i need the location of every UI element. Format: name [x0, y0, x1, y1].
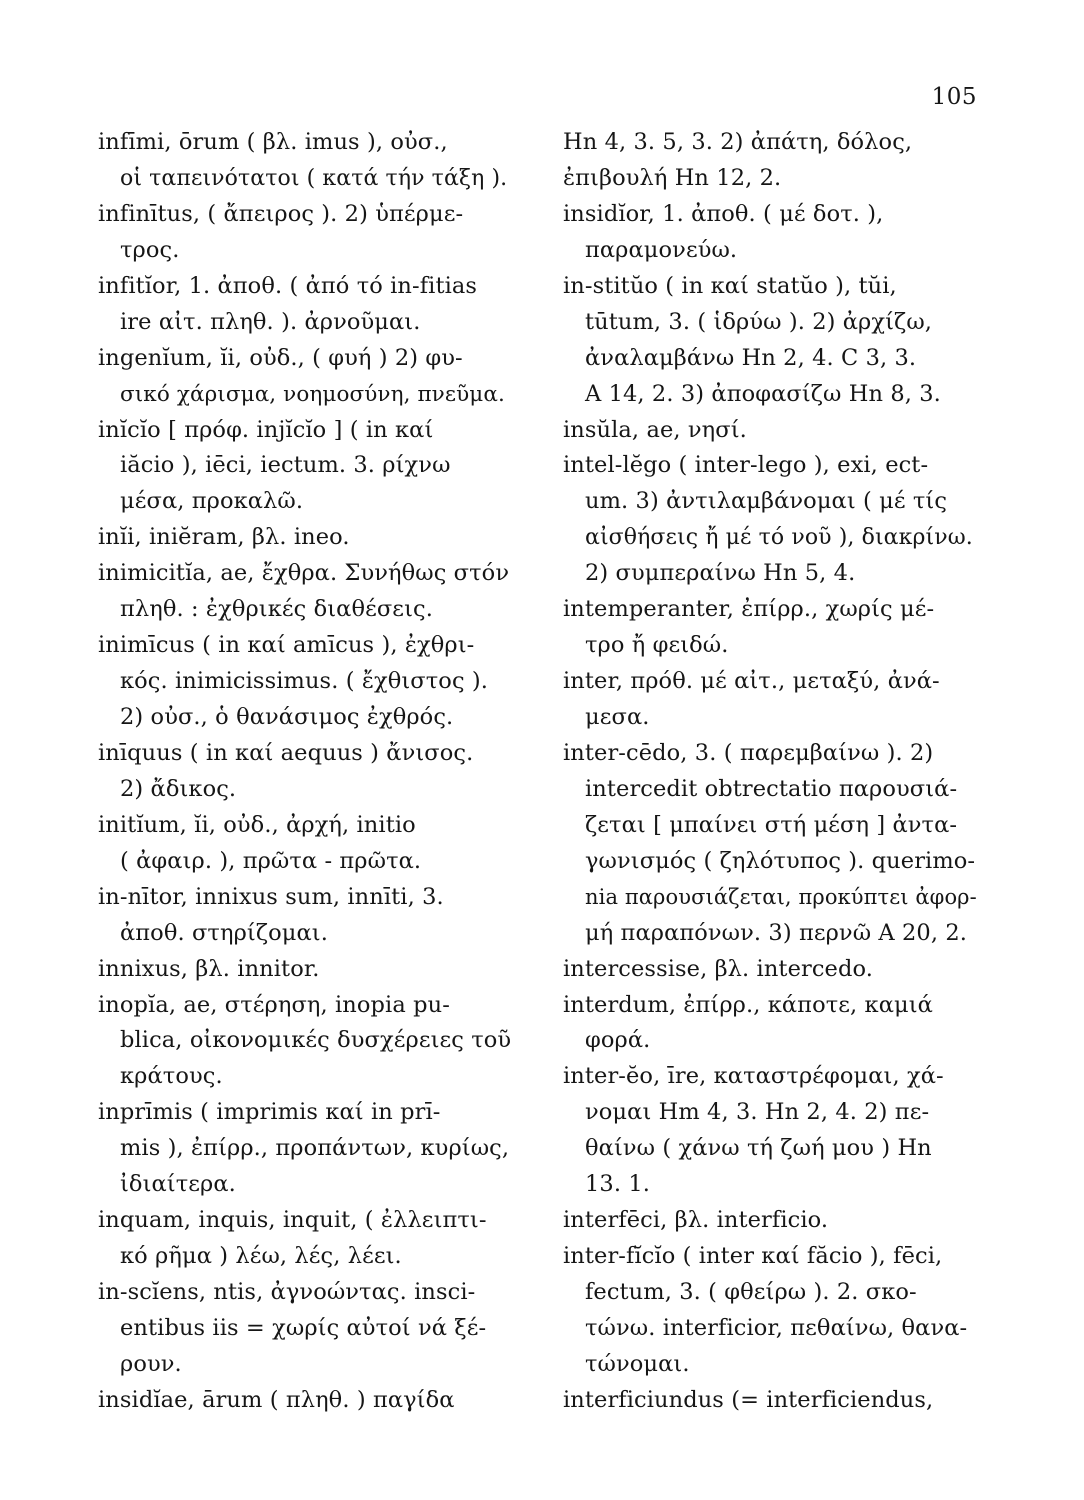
right-column-line: inter-cēdo, 3. ( παρεμβαίνω ). 2): [563, 739, 934, 766]
right-column-line: νομαι Hm 4, 3. Hn 2, 4. 2) πε-: [585, 1099, 930, 1126]
right-column-line: intercessise, βλ. intercedo.: [563, 955, 873, 982]
right-column-line: φορά.: [585, 1027, 651, 1054]
right-column-line: θαίνω ( χάνω τή ζωή μου ) Hn: [585, 1135, 932, 1162]
right-column-line: intemperanter, ἐπίρρ., χωρίς μέ-: [563, 596, 935, 623]
right-column-line: ζεται [ μπαίνει στή μέση ] ἀντα-: [585, 811, 958, 838]
left-column-line: inprīmis ( imprimis καί in prī-: [98, 1099, 441, 1126]
left-column-line: ἰδιαίτερα.: [120, 1171, 236, 1198]
page-number: 105: [931, 84, 977, 110]
left-column-line: ingenĭum, ĭi, οὐδ., ( φυή ) 2) φυ-: [98, 344, 463, 371]
right-column-line: 13. 1.: [585, 1171, 651, 1198]
right-column-line: γωνισμός ( ζηλότυπος ). querimo-: [585, 847, 976, 874]
right-column-line: τώνομαι.: [585, 1350, 690, 1377]
left-column-line: mis ), ἐπίρρ., προπάντων, κυρίως,: [120, 1135, 510, 1162]
right-column-line: Hn 4, 3. 5, 3. 2) ἀπάτη, δόλος,: [563, 129, 913, 155]
right-column-line: um. 3) ἀντιλαμβάνομαι ( μέ τίς: [585, 488, 948, 515]
right-column-line: A 14, 2. 3) ἀποφασίζω Hn 8, 3.: [585, 380, 941, 407]
left-column-line: πληθ. : ἐχθρικές διαθέσεις.: [120, 596, 433, 623]
right-column-line: 2) συμπεραίνω Hn 5, 4.: [585, 560, 856, 587]
left-column-line: inĭi, iniĕram, βλ. ineo.: [98, 524, 350, 551]
left-column-line: inīquus ( in καί aequus ) ἄνισος.: [98, 739, 474, 766]
left-column-line: ἀποθ. στηρίζομαι.: [120, 919, 328, 946]
right-column-line: nia παρουσιάζεται, προκύπτει ἀφορ-: [585, 884, 977, 909]
left-column-line: infitĭor, 1. ἀποθ. ( ἀπό τό in-fitias: [98, 272, 478, 299]
right-column-line: μή παραπόνων. 3) περνῶ A 20, 2.: [585, 919, 967, 946]
left-column-line: ( ἀφαιρ. ), πρῶτα - πρῶτα.: [120, 847, 422, 874]
right-column-line: αἰσθήσεις ἤ μέ τό νοῦ ), διακρίνω.: [585, 525, 973, 551]
right-column: [563, 125, 1003, 1419]
left-column-line: blica, οἰκονομικές δυσχέρειες τοῦ: [120, 1027, 512, 1054]
left-column-line: 2) οὐσ., ὁ θανάσιμος ἐχθρός.: [120, 704, 454, 730]
left-column-line: entibus iis = χωρίς αὐτοί νά ξέ-: [120, 1314, 487, 1341]
left-column-line: infīmi, ōrum ( βλ. imus ), οὐσ.,: [98, 129, 448, 155]
left-column-line: κό ρῆμα ) λέω, λές, λέει.: [120, 1243, 402, 1270]
left-column-line: in-scĭens, ntis, ἀγνοώντας. insci-: [98, 1279, 476, 1305]
left-column: [98, 125, 534, 1419]
left-column-line: inimīcus ( in καί amīcus ), ἐχθρι-: [98, 632, 475, 659]
left-column-line: κράτους.: [120, 1063, 223, 1090]
left-column-line: initĭum, ĭi, οὐδ., ἀρχή, initio: [98, 811, 416, 838]
right-column-line: ἐπιβουλή Hn 12, 2.: [563, 164, 782, 191]
right-column-line: intel-lĕgo ( inter-lego ), exi, ect-: [563, 452, 929, 479]
right-column-line: interdum, ἐπίρρ., κάποτε, καμιά: [563, 991, 933, 1018]
right-column-line: tūtum, 3. ( ἱδρύω ). 2) ἀρχίζω,: [585, 308, 933, 335]
left-column-line: οἱ ταπεινότατοι ( κατά τήν τάξη ).: [120, 165, 508, 191]
right-column-line: insŭla, ae, νησί.: [563, 416, 747, 443]
right-column-line: inter-ĕo, īre, καταστρέφομαι, χά-: [563, 1063, 944, 1090]
right-column-line: intercedit obtrectatio παρουσιά-: [585, 775, 958, 802]
right-column-line: inter-fĭcĭo ( inter καί făcio ), fēci,: [563, 1243, 943, 1270]
right-column-line: ἀναλαμβάνω Hn 2, 4. C 3, 3.: [585, 344, 917, 371]
left-column-line: inĭcĭo [ πρόφ. injĭcĭo ] ( in καί: [98, 416, 434, 443]
left-column-line: insidĭae, ārum ( πληθ. ) παγίδα: [98, 1386, 455, 1413]
right-column-line: interficiundus (= interficiendus,: [563, 1386, 934, 1413]
left-column-line: σικό χάρισμα, νοημοσύνη, πνεῦμα.: [120, 381, 505, 407]
left-column-line: τρος.: [120, 236, 180, 263]
right-column-line: inter, πρόθ. μέ αἰτ., μεταξύ, ἀνά-: [563, 668, 940, 695]
right-column-line: παραμονεύω.: [585, 236, 738, 263]
right-column-line: τρο ἤ φειδώ.: [585, 632, 729, 659]
right-column-line: τώνω. interficior, πεθαίνω, θανα-: [585, 1314, 968, 1341]
right-column-line: μεσα.: [585, 704, 650, 730]
left-column-line: ire αἰτ. πληθ. ). ἀρνοῦμαι.: [120, 308, 421, 335]
left-column-line: inquam, inquis, inquit, ( ἐλλειπτι-: [98, 1207, 487, 1234]
right-column-line: interfēci, βλ. interficio.: [563, 1207, 829, 1234]
left-column-line: in-nītor, innixus sum, innīti, 3.: [98, 883, 444, 910]
left-column-line: iăcio ), iēci, iectum. 3. ρίχνω: [120, 452, 451, 479]
left-column-line: inimicitĭa, ae, ἔχθρα. Συνήθως στόν: [98, 560, 510, 587]
left-column-line: infinītus, ( ἄπειρος ). 2) ὑπέρμε-: [98, 200, 464, 227]
left-column-line: μέσα, προκαλῶ.: [120, 488, 304, 515]
left-column-line: innixus, βλ. innitor.: [98, 955, 320, 982]
right-column-line: in-stitŭo ( in καί statŭo ), tŭi,: [563, 272, 897, 299]
right-column-line: insidĭor, 1. ἀποθ. ( μέ δοτ. ),: [563, 200, 884, 227]
left-column-line: κός. inimicissimus. ( ἔχθιστος ).: [120, 668, 489, 695]
left-column-line: 2) ἄδικος.: [120, 775, 237, 802]
left-column-line: inopĭa, ae, στέρηση, inopia pu-: [98, 991, 450, 1018]
right-column-line: fectum, 3. ( φθείρω ). 2. σκο-: [585, 1279, 917, 1305]
left-column-line: ρουν.: [120, 1350, 182, 1377]
